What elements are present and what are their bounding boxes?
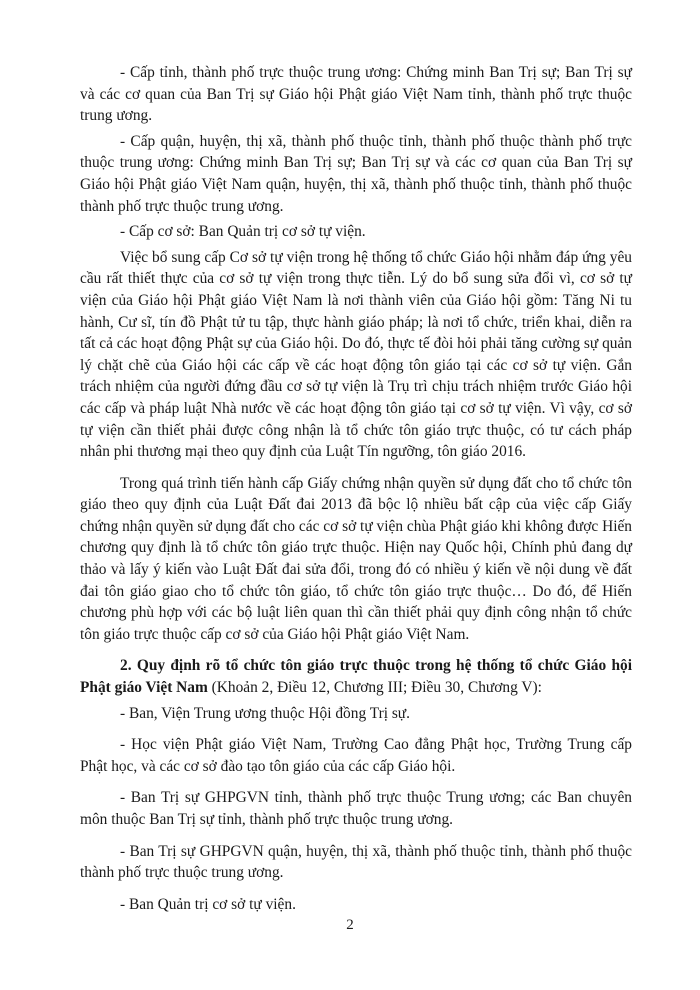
paragraph-rationale: Việc bổ sung cấp Cơ sở tự viện trong hệ thống tổ chức Giáo hội nhằm đáp ứng yêu cầu rất thiết thực của cơ sở tự viện trong thực tiễn. Lý do bổ sung sửa đổi vì, cơ sở tự viện của Giáo hội Phật giáo Việt Nam là nơi thành viên của Giáo hội gồm: Tăng Ni tu hành, Cư sĩ, tín đồ Phật tử tu tập, thực hành giáo pháp; là nơi tổ chức, triển khai, diễn ra tất cả các hoạt động Phật sự của Giáo hội. Do đó, thực tế đòi hỏi phải tăng cường sự quản lý chặt chẽ của Giáo hội các cấp về các hoạt động tôn giáo tại các cơ sở tự viện. Gắn trách nhiệm của người đứng đầu cơ sở tự viện là Trụ trì chịu trách nhiệm trước Giáo hội các cấp và pháp luật Nhà nước về các hoạt động tôn giáo tại cơ sở tự viện. Vì vậy, cơ sở tự viện cần thiết phải được công nhận là tổ chức tôn giáo trực thuộc, có tư cách pháp nhân phi thương mại theo quy định của Luật Tín ngưỡng, tôn giáo 2016. bbox=[80, 248, 632, 461]
section-2-reference: (Khoản 2, Điều 12, Chương III; Điều 30, Chương V): bbox=[207, 679, 542, 697]
section-2-heading: 2. Quy định rõ tổ chức tôn giáo trực thuộc trong hệ thống tổ chức Giáo hội Phật giáo Việt Nam bbox=[80, 657, 632, 697]
document-body bbox=[80, 62, 632, 915]
section-2-intro bbox=[80, 655, 632, 698]
list-item: - Ban Quản trị cơ sở tự viện. bbox=[120, 895, 296, 913]
paragraph-provincial-level: - Cấp tỉnh, thành phố trực thuộc trung ương: Chứng minh Ban Trị sự; Ban Trị sự và các cơ quan của Ban Trị sự Giáo hội Phật giáo Việt Nam tỉnh, thành phố trực thuộc trung ương. bbox=[80, 64, 632, 125]
paragraph-base-level: - Cấp cơ sở: Ban Quản trị cơ sở tự viện. bbox=[120, 223, 366, 241]
paragraph-district-level: - Cấp quận, huyện, thị xã, thành phố thuộc tỉnh, thành phố thuộc thành phố trực thuộc trung ương: Chứng minh Ban Trị sự; Ban Trị sự và các cơ quan của Ban Trị sự Giáo hội Phật giáo Việt Nam quận, huyện, thị xã, thành phố thuộc tỉnh, thành phố thuộc thành phố trực thuộc trung ương. bbox=[80, 132, 632, 215]
page-number: 2 bbox=[346, 917, 354, 933]
list-item: - Ban Trị sự GHPGVN tỉnh, thành phố trực thuộc Trung ương; các Ban chuyên môn thuộc Ban Trị sự tỉnh, thành phố trực thuộc trung ương. bbox=[80, 789, 632, 828]
list-item: - Học viện Phật giáo Việt Nam, Trường Cao đẳng Phật học, Trường Trung cấp Phật học, và các cơ sở đào tạo tôn giáo của các cấp Giáo hội. bbox=[80, 736, 632, 775]
list-item: - Ban Trị sự GHPGVN quận, huyện, thị xã, thành phố thuộc tỉnh, thành phố thuộc thành phố trực thuộc trung ương. bbox=[80, 842, 632, 882]
paragraph-land-use: Trong quá trình tiến hành cấp Giấy chứng nhận quyền sử dụng đất cho tổ chức tôn giáo theo quy định của Luật Đất đai 2013 đã bộc lộ nhiều bất cập của việc cấp Giấy chứng nhận quyền sử dụng đất cho các cơ sở tự viện chùa Phật giáo khi không được Hiến chương quy định là tổ chức tôn giáo trực thuộc. Hiện nay Quốc hội, Chính phủ đang dự thảo và lấy ý kiến vào Luật Đất đai sửa đổi, trong đó có nhiều ý kiến về nội dung về đất đai tôn giáo giao cho tổ chức tôn giáo, tổ chức tôn giáo trực thuộc… Do đó, để Hiến chương phù hợp với các bộ luật liên quan thì cần thiết phải quy định công nhận tổ chức tôn giáo trực thuộc cấp cơ sở của Giáo hội Phật giáo Việt Nam. bbox=[80, 474, 632, 643]
list-item: - Ban, Viện Trung ương thuộc Hội đồng Trị sự. bbox=[120, 704, 410, 722]
